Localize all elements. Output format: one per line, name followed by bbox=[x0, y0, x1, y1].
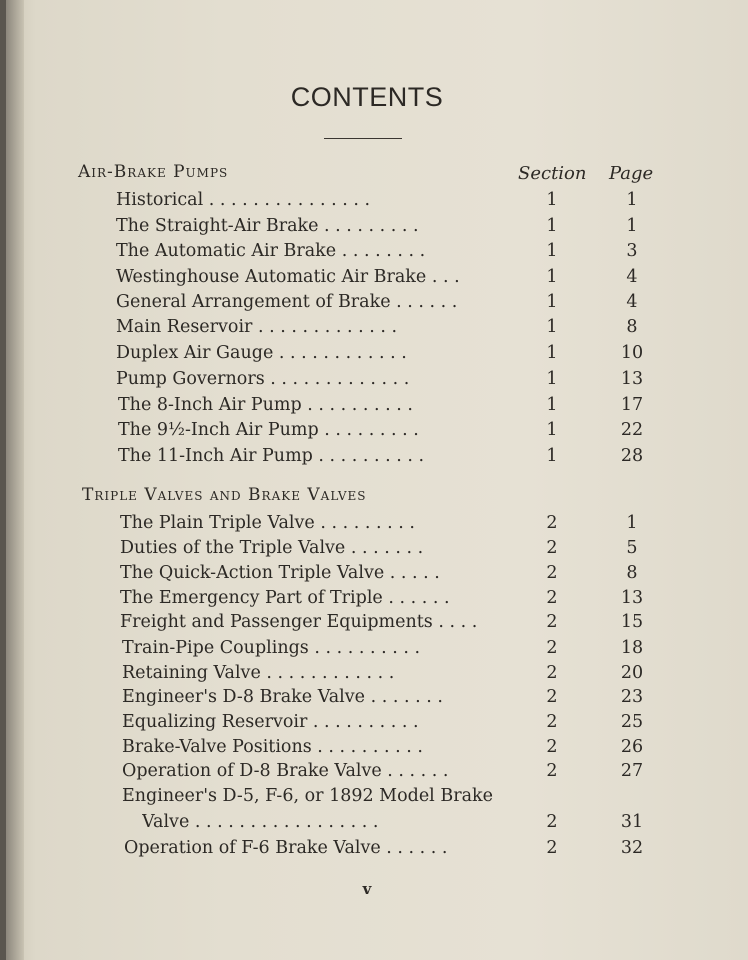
toc-entry bbox=[6, 663, 748, 689]
page-title: CONTENTS bbox=[290, 82, 444, 112]
toc-entry bbox=[6, 369, 748, 395]
toc-entry bbox=[6, 317, 748, 343]
entry-section: 1 bbox=[546, 190, 558, 210]
entry-title: Brake-Valve Positions . . . . . . . . . . bbox=[122, 737, 423, 757]
entry-section: 1 bbox=[546, 292, 558, 312]
entry-title: Retaining Valve . . . . . . . . . . . . bbox=[122, 663, 395, 683]
entry-page: 31 bbox=[620, 812, 644, 832]
entry-section: 1 bbox=[546, 317, 558, 337]
entry-section: 2 bbox=[546, 513, 558, 533]
entry-title: General Arrangement of Brake . . . . . . bbox=[116, 292, 458, 312]
entry-title: The 9½-Inch Air Pump . . . . . . . . . bbox=[118, 420, 419, 440]
entry-title: Equalizing Reservoir . . . . . . . . . . bbox=[122, 712, 419, 732]
toc-entry bbox=[6, 292, 748, 318]
entry-title: The Straight-Air Brake . . . . . . . . . bbox=[116, 216, 419, 236]
entry-title: Engineer's D-5, F-6, or 1892 Model Brake bbox=[122, 786, 493, 806]
toc-entry bbox=[6, 190, 748, 216]
entry-page: 32 bbox=[620, 838, 644, 858]
toc-entry bbox=[6, 216, 748, 242]
entry-page: 18 bbox=[620, 638, 644, 658]
entry-page: 4 bbox=[626, 292, 638, 312]
toc-entry bbox=[6, 267, 748, 293]
entry-page: 22 bbox=[620, 420, 644, 440]
entry-section: 1 bbox=[546, 395, 558, 415]
toc-entry bbox=[6, 737, 748, 763]
toc-entry bbox=[6, 420, 748, 446]
entry-section: 1 bbox=[546, 446, 558, 466]
entry-page: 28 bbox=[620, 446, 644, 466]
entry-section: 2 bbox=[546, 761, 558, 781]
toc-entry bbox=[6, 638, 748, 664]
toc-entry bbox=[6, 612, 748, 638]
entry-title: Freight and Passenger Equipments . . . . bbox=[120, 612, 478, 632]
entry-title: Operation of F-6 Brake Valve . . . . . . bbox=[124, 838, 448, 858]
entry-page: 1 bbox=[626, 513, 638, 533]
entry-page: 8 bbox=[626, 317, 638, 337]
entry-section: 2 bbox=[546, 687, 558, 707]
entry-title: The Plain Triple Valve . . . . . . . . . bbox=[120, 513, 415, 533]
toc-entry bbox=[6, 687, 748, 713]
entry-page: 27 bbox=[620, 761, 644, 781]
toc-entry bbox=[6, 712, 748, 738]
entry-title: Engineer's D-8 Brake Valve . . . . . . . bbox=[122, 687, 443, 707]
toc-entry bbox=[6, 786, 748, 812]
entry-section: 2 bbox=[546, 737, 558, 757]
entry-section: 2 bbox=[546, 812, 558, 832]
entry-section: 2 bbox=[546, 838, 558, 858]
entry-page: 17 bbox=[620, 395, 644, 415]
entry-title: The Quick-Action Triple Valve . . . . . bbox=[120, 563, 440, 583]
entry-title: Duties of the Triple Valve . . . . . . . bbox=[120, 538, 424, 558]
entry-title: The 8-Inch Air Pump . . . . . . . . . . bbox=[118, 395, 413, 415]
entry-section: 2 bbox=[546, 563, 558, 583]
entry-title: Westinghouse Automatic Air Brake . . . bbox=[116, 267, 460, 287]
toc-entry bbox=[6, 343, 748, 369]
entry-section: 1 bbox=[546, 216, 558, 236]
column-header-page: Page bbox=[609, 163, 654, 184]
entry-section: 2 bbox=[546, 663, 558, 683]
entry-page: 26 bbox=[620, 737, 644, 757]
entry-title: The Emergency Part of Triple . . . . . . bbox=[120, 588, 450, 608]
toc-entry bbox=[6, 538, 748, 564]
entry-title: Valve . . . . . . . . . . . . . . . . . bbox=[142, 812, 379, 832]
entry-section: 2 bbox=[546, 588, 558, 608]
entry-section: 2 bbox=[546, 538, 558, 558]
entry-page: 25 bbox=[620, 712, 644, 732]
entry-title: Pump Governors . . . . . . . . . . . . . bbox=[116, 369, 410, 389]
toc-entry bbox=[6, 446, 748, 472]
entry-section: 2 bbox=[546, 712, 558, 732]
entry-section: 1 bbox=[546, 420, 558, 440]
entry-page: 1 bbox=[626, 216, 638, 236]
book-page bbox=[6, 0, 748, 960]
entry-page: 20 bbox=[620, 663, 644, 683]
entry-title: Main Reservoir . . . . . . . . . . . . . bbox=[116, 317, 398, 337]
entry-section: 1 bbox=[546, 241, 558, 261]
entry-title: The Automatic Air Brake . . . . . . . . bbox=[116, 241, 426, 261]
toc-entry bbox=[6, 588, 748, 614]
entry-title: Historical . . . . . . . . . . . . . . . bbox=[116, 190, 371, 210]
entry-section: 1 bbox=[546, 267, 558, 287]
entry-section: 1 bbox=[546, 369, 558, 389]
toc-entry bbox=[6, 812, 748, 838]
entry-title: The 11-Inch Air Pump . . . . . . . . . . bbox=[118, 446, 425, 466]
entry-page: 5 bbox=[626, 538, 638, 558]
entry-section: 2 bbox=[546, 612, 558, 632]
toc-entry bbox=[6, 838, 748, 864]
toc-entry bbox=[6, 761, 748, 787]
title-rule bbox=[324, 138, 402, 139]
entry-page: 10 bbox=[620, 343, 644, 363]
column-header-section: Section bbox=[518, 163, 587, 184]
entry-page: 23 bbox=[620, 687, 644, 707]
entry-title: Operation of D-8 Brake Valve . . . . . . bbox=[122, 761, 449, 781]
toc-entry bbox=[6, 563, 748, 589]
entry-page: 3 bbox=[626, 241, 638, 261]
entry-page: 1 bbox=[626, 190, 638, 210]
toc-entry bbox=[6, 513, 748, 539]
entry-section: 2 bbox=[546, 638, 558, 658]
toc-entry bbox=[6, 241, 748, 267]
entry-title: Duplex Air Gauge . . . . . . . . . . . . bbox=[116, 343, 407, 363]
part-title-air-brake-pumps: Air-Brake Pumps bbox=[78, 162, 229, 182]
entry-page: 13 bbox=[620, 588, 644, 608]
entry-page: 13 bbox=[620, 369, 644, 389]
entry-page: 15 bbox=[620, 612, 644, 632]
toc-entry bbox=[6, 395, 748, 421]
entry-section: 1 bbox=[546, 343, 558, 363]
entry-title: Train-Pipe Couplings . . . . . . . . . . bbox=[122, 638, 421, 658]
page-number: v bbox=[362, 880, 372, 898]
part-title-triple-valves: Triple Valves and Brake Valves bbox=[82, 485, 367, 505]
entry-page: 4 bbox=[626, 267, 638, 287]
entry-page: 8 bbox=[626, 563, 638, 583]
